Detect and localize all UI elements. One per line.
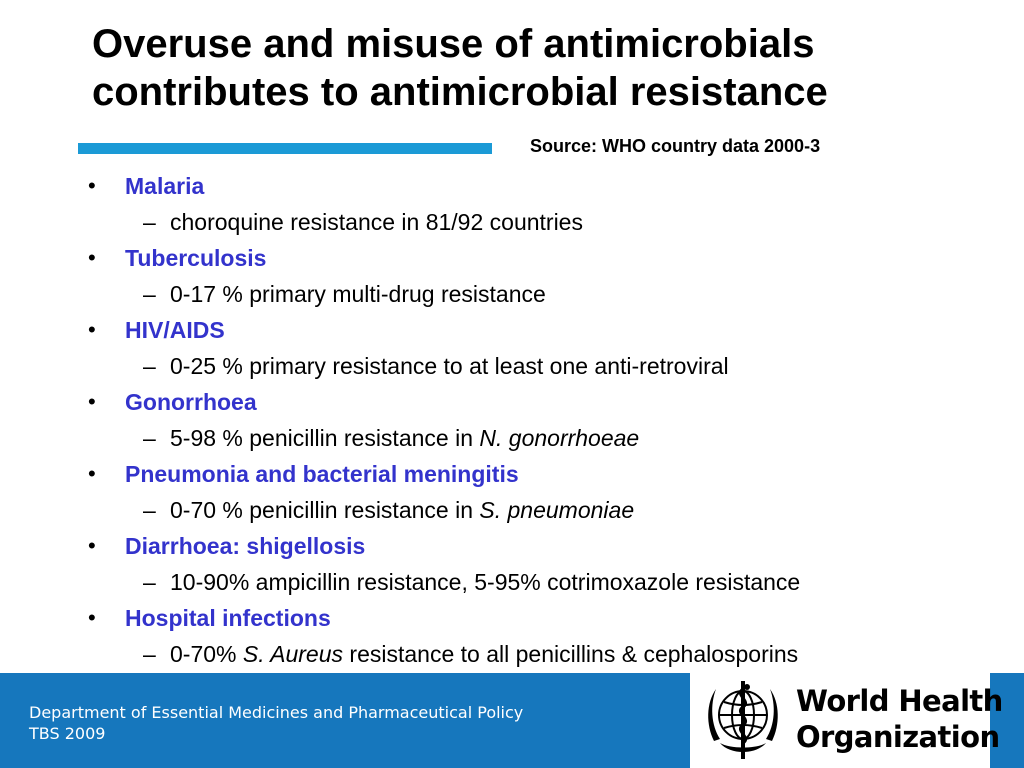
who-wordmark-line-2: Organization: [796, 720, 1000, 754]
sub-bullet: [0, 348, 1024, 384]
bullet-item-hospital-infections: [0, 600, 1024, 672]
bullet-item-malaria: [0, 168, 1024, 240]
footer-band: [0, 673, 1024, 768]
sub-bullet: [0, 636, 1024, 672]
bullet-item-diarrhoea: [0, 528, 1024, 600]
bullet-item-pneumonia: [0, 456, 1024, 528]
bullet-label: Hospital infections: [125, 605, 331, 631]
bullet-icon: •: [88, 245, 96, 270]
sub-bullet-text: 0-17 % primary multi-drug resistance: [170, 281, 546, 307]
bullet-label: Pneumonia and bacterial meningitis: [125, 461, 519, 487]
dash-icon: –: [143, 281, 156, 307]
sub-bullet-text: 5-98 % penicillin resistance in N. gonorrhoeae: [170, 425, 640, 451]
dash-icon: –: [143, 425, 156, 451]
who-wordmark-line-1: World Health: [796, 684, 1003, 718]
bullet-heading: [0, 312, 1024, 348]
sub-bullet: [0, 204, 1024, 240]
sub-bullet: [0, 492, 1024, 528]
bullet-heading: [0, 384, 1024, 420]
bullet-heading: [0, 600, 1024, 636]
bullet-heading: [0, 168, 1024, 204]
footer-text: [29, 702, 523, 744]
slide-title-line-2: contributes to antimicrobial resistance: [92, 70, 828, 114]
footer-department: Department of Essential Medicines and Pharmaceutical Policy: [29, 703, 524, 722]
bullet-icon: •: [88, 461, 96, 486]
bullet-icon: •: [88, 533, 96, 558]
who-wordmark: [796, 683, 1003, 755]
bullet-label: Gonorrhoea: [125, 389, 257, 415]
bullet-item-tuberculosis: [0, 240, 1024, 312]
sub-bullet-text: 10-90% ampicillin resistance, 5-95% cotrimoxazole resistance: [170, 569, 801, 595]
sub-bullet-text: choroquine resistance in 81/92 countries: [170, 209, 583, 235]
sub-bullet-text: 0-25 % primary resistance to at least one anti-retroviral: [170, 353, 729, 379]
dash-icon: –: [143, 569, 156, 595]
sub-bullet-text: 0-70 % penicillin resistance in S. pneumoniae: [170, 497, 635, 523]
slide-title-line-1: Overuse and misuse of antimicrobials: [92, 22, 815, 66]
who-emblem-icon: [698, 675, 788, 765]
slide-title: [92, 20, 992, 116]
bullet-icon: •: [88, 605, 96, 630]
bullet-heading: [0, 528, 1024, 564]
dash-icon: –: [143, 209, 156, 235]
dash-icon: –: [143, 497, 156, 523]
bullet-list: [0, 168, 1024, 672]
bullet-heading: [0, 240, 1024, 276]
bullet-item-hiv-aids: [0, 312, 1024, 384]
bullet-label: Diarrhoea: shigellosis: [125, 533, 366, 559]
bullet-label: Malaria: [125, 173, 205, 199]
bullet-item-gonorrhoea: [0, 384, 1024, 456]
bullet-label: HIV/AIDS: [125, 317, 225, 343]
sub-bullet: [0, 564, 1024, 600]
bullet-label: Tuberculosis: [125, 245, 267, 271]
footer-code: TBS 2009: [29, 724, 106, 743]
dash-icon: –: [143, 641, 156, 667]
sub-bullet: [0, 276, 1024, 312]
sub-bullet: [0, 420, 1024, 456]
bullet-heading: [0, 456, 1024, 492]
title-accent-rule: [78, 143, 492, 154]
sub-bullet-text: 0-70% S. Aureus resistance to all penicillins & cephalosporins: [170, 641, 799, 667]
bullet-icon: •: [88, 173, 96, 198]
source-note: Source: WHO country data 2000-3: [530, 136, 821, 156]
bullet-icon: •: [88, 317, 96, 342]
dash-icon: –: [143, 353, 156, 379]
who-logo: [690, 673, 1003, 768]
bullet-icon: •: [88, 389, 96, 414]
